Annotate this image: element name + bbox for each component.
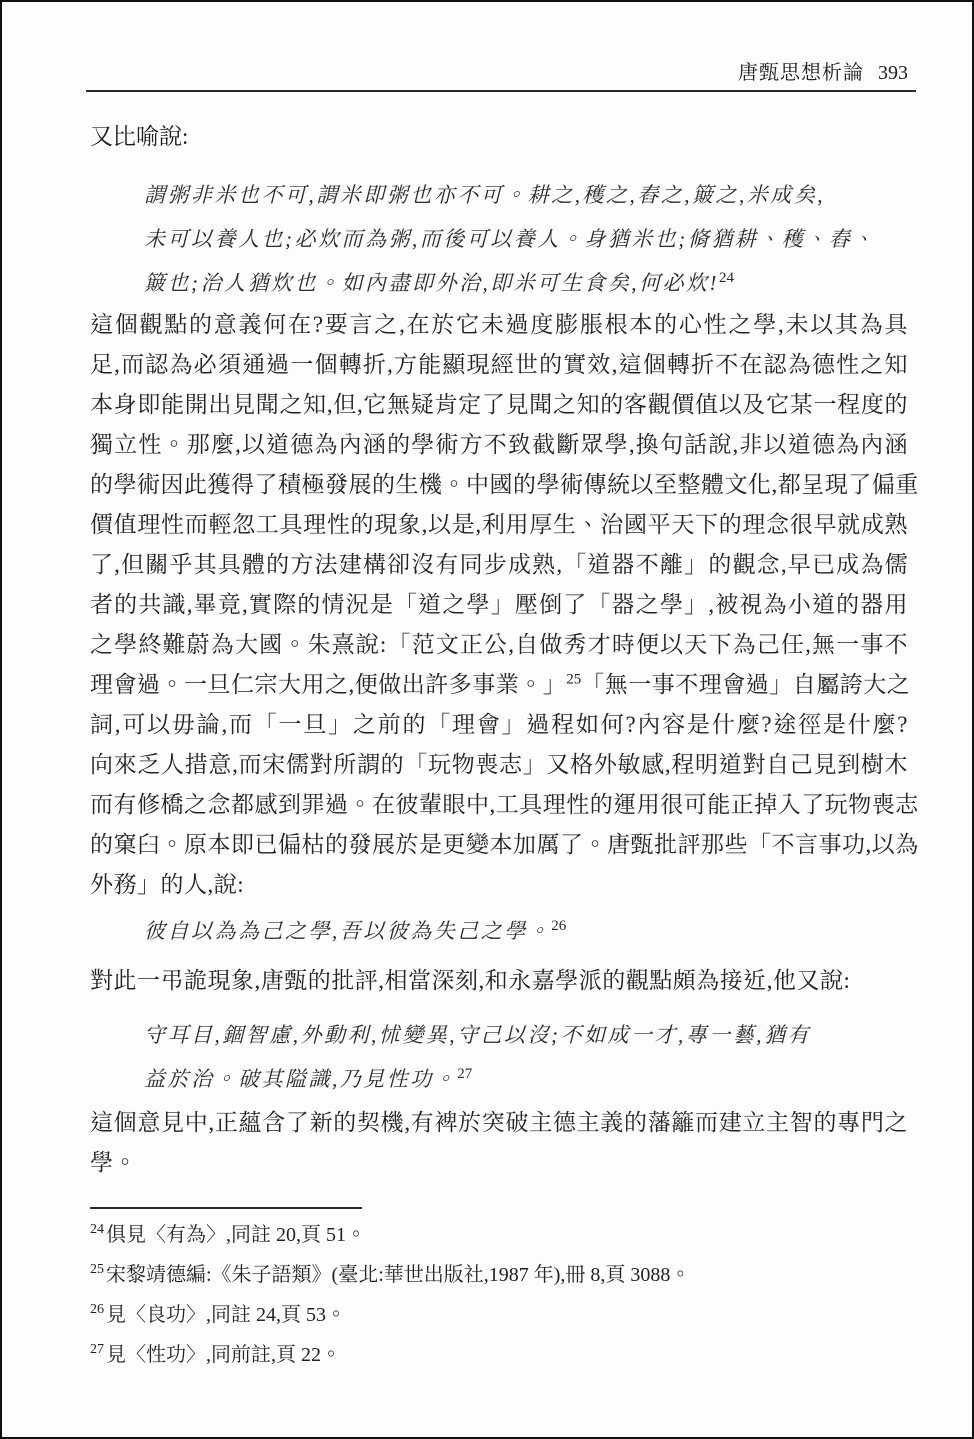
body-line: 價值理性而輕忽工具理性的現象,以是,利用厚生、治國平天下的理念很早就成熟 bbox=[90, 512, 908, 537]
body-line: 學。 bbox=[90, 1150, 137, 1175]
footnote bbox=[90, 1335, 908, 1375]
page-header bbox=[90, 56, 908, 85]
body-line-with-ref: 理會過。一旦仁宗大用之,便做出許多事業。」$^{25}$「無一事不理會過」自屬誇大之 bbox=[90, 671, 911, 697]
footnote-text: 見〈良功〉,同註 24,頁 53。 bbox=[106, 1304, 346, 1326]
footnote-number: 26 bbox=[90, 1302, 104, 1318]
body-line: 之學終難蔚為大國。朱熹說:「范文正公,自做秀才時便以天下為己任,無一事不 bbox=[90, 632, 908, 657]
footnote bbox=[90, 1215, 908, 1255]
quote-line: 守耳目,錮智慮,外動利,怵變異,守己以沒;不如成一才,專一藝,猶有 bbox=[144, 1023, 811, 1047]
body-line: 者的共識,畢竟,實際的情況是「道之學」壓倒了「器之學」,被視為小道的器用 bbox=[90, 592, 908, 617]
body-line: 這個意見中,正蘊含了新的契機,有裨於突破主德主義的藩籬而建立主智的專門之 bbox=[90, 1110, 908, 1135]
running-title: 唐甄思想析論 bbox=[738, 62, 864, 84]
body-line: 向來乏人措意,而宋儒對所謂的「玩物喪志」又格外敏感,程明道對自己見到樹木 bbox=[90, 752, 908, 777]
body-line: 的窠臼。原本即已偏枯的發展於是更變本加厲了。唐甄批評那些「不言事功,以為 bbox=[90, 832, 919, 857]
quote-line: 益於治。破其隘識,乃見性功。$^{27}$ bbox=[144, 1066, 473, 1091]
block-quote-3 bbox=[144, 1013, 908, 1101]
block-quote-1 bbox=[144, 173, 908, 305]
quote-line: 彼自以為為己之學,吾以彼為失己之學。$^{26}$ bbox=[144, 918, 567, 943]
paragraph-2 bbox=[90, 961, 908, 1001]
body-line: 這個觀點的意義何在?要言之,在於它未過度膨脹根本的心性之學,未以其為具 bbox=[90, 312, 908, 337]
footnote-text: 宋黎靖德編:《朱子語類》(臺北:華世出版社,1987 年),冊 8,頁 3088。 bbox=[106, 1264, 691, 1286]
footnote bbox=[90, 1295, 908, 1335]
footnote-list bbox=[90, 1215, 908, 1375]
quote-line: 未可以養人也;必炊而為粥,而後可以養人。身猶米也;脩猶耕、穫、舂、 bbox=[144, 227, 876, 251]
body-line: 而有修橋之念都感到罪過。在彼輩眼中,工具理性的運用很可能正掉入了玩物喪志 bbox=[90, 792, 919, 817]
footnote-ref-24: 24 bbox=[718, 270, 734, 286]
page-number: 393 bbox=[878, 62, 908, 84]
footnote bbox=[90, 1255, 908, 1295]
footnote-number: 27 bbox=[90, 1342, 104, 1358]
body-line: 獨立性。那麼,以道德為內涵的學術方不致截斷眾學,換句話說,非以道德為內涵 bbox=[90, 432, 908, 457]
quote-line: 謂粥非米也不可,謂米即粥也亦不可。耕之,穫之,舂之,簸之,米成矣, bbox=[144, 183, 825, 207]
paragraph-1 bbox=[90, 305, 919, 905]
body-line: 外務」的人,說: bbox=[90, 872, 245, 897]
footnote-ref-26: 26 bbox=[551, 918, 567, 934]
footnote-text: 見〈性功〉,同前註,頁 22。 bbox=[106, 1344, 341, 1366]
body-line: 的學術因此獲得了積極發展的生機。中國的學術傳統以至整體文化,都呈現了偏重 bbox=[90, 472, 919, 497]
footnote-number: 25 bbox=[90, 1262, 104, 1278]
block-quote-2 bbox=[144, 909, 908, 953]
footnote-ref-25: 25 bbox=[566, 671, 582, 688]
body-line: 對此一弔詭現象,唐甄的批評,相當深刻,和永嘉學派的觀點頗為接近,他又說: bbox=[90, 968, 851, 993]
quote-line: 簸也;治人猶炊也。如內盡即外治,即米可生食矣,何必炊!$^{24}$ bbox=[144, 270, 734, 295]
body-line: 本身即能開出見聞之知,但,它無疑肯定了見聞之知的客觀價值以及它某一程度的 bbox=[90, 392, 908, 417]
body-line: 足,而認為必須通過一個轉折,方能顯現經世的實效,這個轉折不在認為德性之知 bbox=[90, 352, 908, 377]
header-rule bbox=[86, 90, 916, 92]
footnote-number: 24 bbox=[90, 1222, 104, 1238]
intro-line: 又比喻說: bbox=[90, 124, 189, 149]
body-line: 了,但關乎其具體的方法建構卻沒有同步成熟,「道器不離」的觀念,早已成為儒 bbox=[90, 552, 908, 577]
footnote-divider bbox=[90, 1207, 362, 1209]
footnote-ref-27: 27 bbox=[457, 1066, 473, 1082]
body-line: 詞,可以毋論,而「一旦」之前的「理會」過程如何?內容是什麼?途徑是什麼? bbox=[90, 712, 908, 737]
footnote-text: 俱見〈有為〉,同註 20,頁 51。 bbox=[106, 1224, 366, 1246]
paragraph-3 bbox=[90, 1103, 908, 1183]
